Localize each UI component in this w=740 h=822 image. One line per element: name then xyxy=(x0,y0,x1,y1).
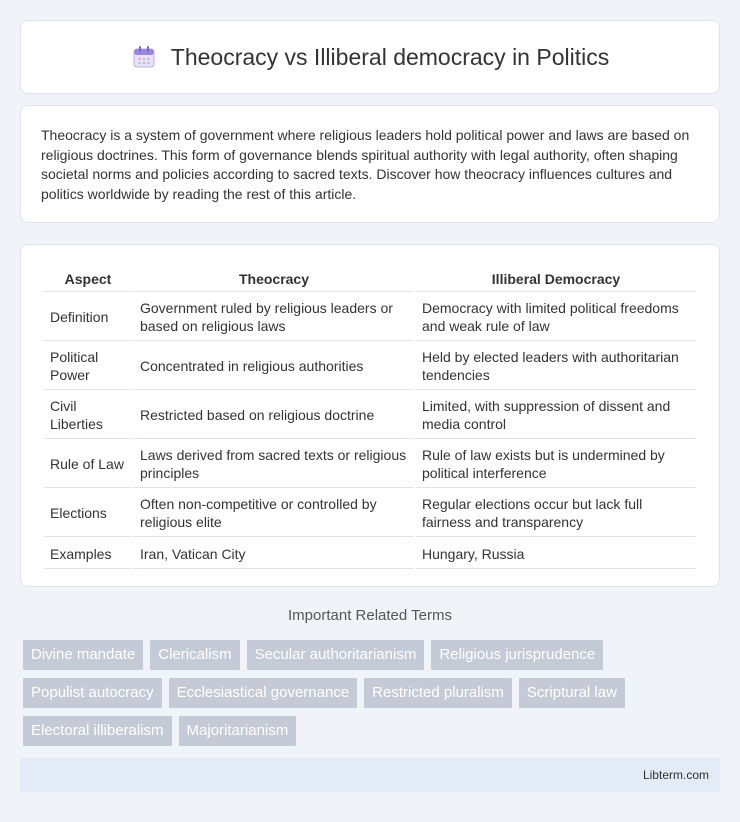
intro-text: Theocracy is a system of government where religious leaders hold political power and laws are based on religious doctrines. This form of governance blends spiritual authority with legal authority, often shaping societal norms and policies according to sacred texts. Discover how theocracy influences cultures and politics worldwide by reading the rest of this article. xyxy=(41,127,690,202)
related-term-tag[interactable]: Divine mandate xyxy=(23,640,143,670)
page-title: Theocracy vs Illiberal democracy in Politics xyxy=(170,43,610,70)
illiberal-cell: Hungary, Russia xyxy=(416,539,696,569)
illiberal-cell: Rule of law exists but is undermined by political interference xyxy=(416,441,696,488)
related-term-tag[interactable]: Secular authoritarianism xyxy=(247,640,425,670)
header-aspect: Aspect xyxy=(44,267,132,292)
related-term-tag[interactable]: Electoral illiberalism xyxy=(23,716,172,746)
related-term-tag[interactable]: Ecclesiastical governance xyxy=(169,678,358,708)
table-row xyxy=(44,490,696,537)
table-row xyxy=(44,392,696,439)
illiberal-cell: Regular elections occur but lack full fairness and transparency xyxy=(416,490,696,537)
aspect-cell: Political Power xyxy=(44,343,132,390)
table-row xyxy=(44,539,696,569)
theocracy-cell: Laws derived from sacred texts or religious principles xyxy=(134,441,414,488)
theocracy-cell: Often non-competitive or controlled by religious elite xyxy=(134,490,414,537)
header-theocracy: Theocracy xyxy=(134,267,414,292)
footer xyxy=(20,758,720,792)
illiberal-cell: Held by elected leaders with authoritarian tendencies xyxy=(416,343,696,390)
aspect-cell: Civil Liberties xyxy=(44,392,132,439)
related-term-tag[interactable]: Clericalism xyxy=(150,640,239,670)
theocracy-cell: Iran, Vatican City xyxy=(134,539,414,569)
table-row xyxy=(44,343,696,390)
comparison-table xyxy=(42,265,698,571)
theocracy-cell: Restricted based on religious doctrine xyxy=(134,392,414,439)
theocracy-cell: Concentrated in religious authorities xyxy=(134,343,414,390)
calendar-icon xyxy=(131,44,157,70)
header-illiberal-democracy: Illiberal Democracy xyxy=(416,267,696,292)
aspect-cell: Elections xyxy=(44,490,132,537)
aspect-cell: Examples xyxy=(44,539,132,569)
title-card xyxy=(20,20,720,94)
related-term-tag[interactable]: Majoritarianism xyxy=(179,716,297,746)
table-header-row xyxy=(44,267,696,292)
illiberal-cell: Limited, with suppression of dissent and media control xyxy=(416,392,696,439)
related-term-tag[interactable]: Scriptural law xyxy=(519,678,625,708)
aspect-cell: Definition xyxy=(44,294,132,341)
intro-card xyxy=(20,105,720,223)
illiberal-cell: Democracy with limited political freedoms and weak rule of law xyxy=(416,294,696,341)
table-row xyxy=(44,294,696,341)
related-term-tag[interactable]: Religious jurisprudence xyxy=(431,640,603,670)
theocracy-cell: Government ruled by religious leaders or based on religious laws xyxy=(134,294,414,341)
related-terms-title: Important Related Terms xyxy=(288,607,452,624)
related-terms-list xyxy=(23,640,723,746)
comparison-table-card xyxy=(20,244,720,587)
related-term-tag[interactable]: Populist autocracy xyxy=(23,678,162,708)
related-term-tag[interactable]: Restricted pluralism xyxy=(364,678,512,708)
footer-brand[interactable]: Libterm.com xyxy=(642,768,709,782)
table-row xyxy=(44,441,696,488)
aspect-cell: Rule of Law xyxy=(44,441,132,488)
